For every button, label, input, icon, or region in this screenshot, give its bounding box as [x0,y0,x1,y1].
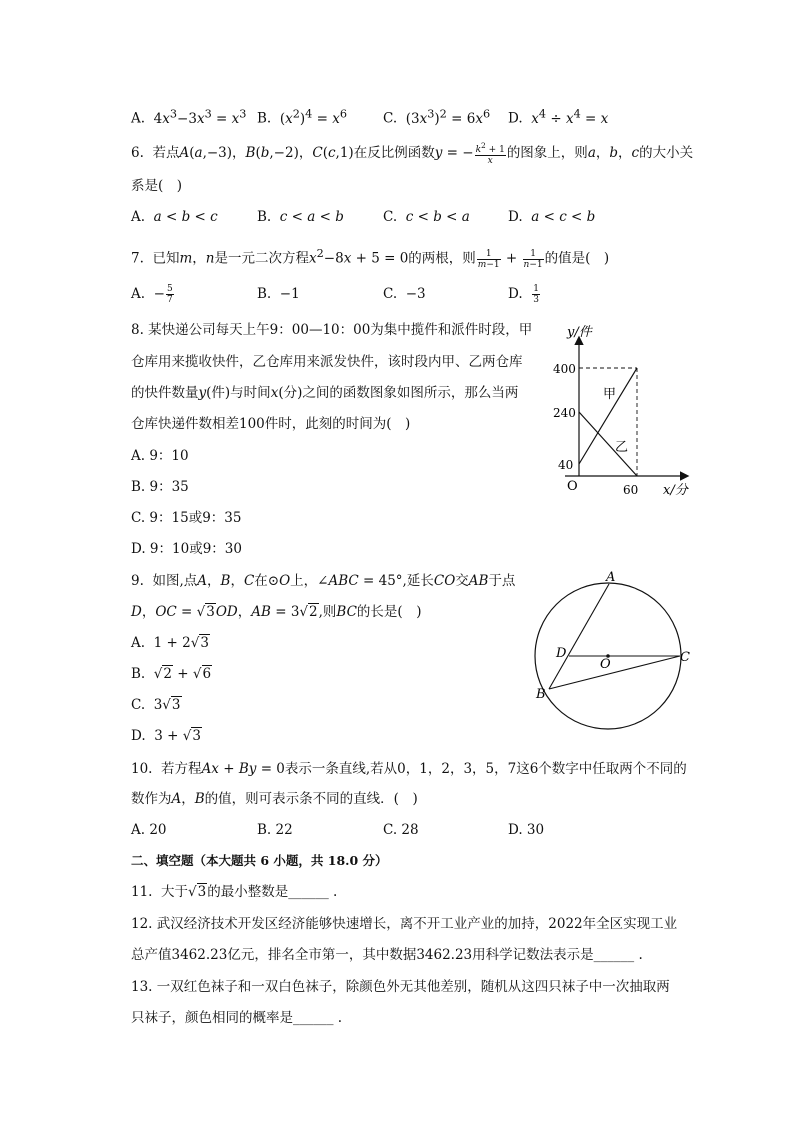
q8-function-graph [545,318,705,503]
q7-option-d: D. $\frac{1}{3}$ [508,284,539,305]
graph-origin: O [567,479,578,494]
q8-stem-line4: 仓库快递件数相差100件时，此刻的时间为( ) [131,416,411,432]
q5-option-a: A. $4x^3-3x^3 = x^3$ [131,107,247,127]
graph-tick-60: 60 [623,483,639,497]
q7-stem: 7. 已知m，n是一元二次方程$x^2-8x + 5 = 0$的两根，则 $\frac{1}{m-1}$ + $\frac{1}{n-1}$ 的值是( ) [131,247,610,270]
q8-option-c: C. 9：15或9：35 [131,510,242,526]
line-yi [579,412,637,476]
graph-label-yi: 乙 [615,440,629,455]
q5-option-d: D. $x^4 \div x^4 = x$ [508,107,609,127]
q6-option-c: C. c < b < a [383,209,470,225]
q8-option-a: A. 9：10 [131,448,189,464]
graph-tick-400: 400 [553,362,576,376]
segment-ab [549,584,609,689]
q10-stem-line1: 10. 若方程Ax + By = 0表示一条直线,若从0，1，2，3，5，7这6个数字中任取两个不同的 [131,761,687,777]
graph-tick-40: 40 [558,458,574,472]
point-a-label: A [606,570,616,585]
q8-option-b: B. 9：35 [131,479,189,495]
q11-stem: 11. 大于√3的最小整数是______ . [131,884,338,900]
q6-option-a: A. a < b < c [131,209,218,225]
point-c-label: C [680,650,690,665]
q8-stem-line1: 8. 某快递公司每天上午9：00—10：00为集中揽件和派件时段，甲 [131,322,533,338]
q6-stem-line1: 6. 若点A(a,−3)，B(b,−2)，C(c,1)在反比例函数y = − $\frac{k^2 + 1}{x}$ 的图象上，则a，b，c的大小关 [131,141,694,166]
q10-option-c: C. 28 [383,822,419,838]
q6-stem-line2: 系是( ) [131,178,183,194]
q7-option-a: A. − $\frac{5}{7}$ [131,284,173,305]
q6-option-b: B. c < a < b [257,209,344,225]
q8-stem-line3: 的快件数量y(件)与时间x(分)之间的函数图象如图所示，那么当两 [131,385,519,401]
point-d-label: D [556,646,567,661]
q5-option-c: C. $(3x^3)^2 = 6x^6$ [383,107,491,127]
q10-stem-line2: 数作为A，B的值，则可表示条不同的直线．( ) [131,791,418,807]
point-b-label: B [536,687,546,702]
q9-option-a: A. 1 + 2√3 [131,635,209,651]
point-o-label: O [600,657,611,672]
q7-option-c: C. −3 [383,286,426,302]
graph-tick-240: 240 [553,406,576,420]
q10-option-b: B. 22 [257,822,293,838]
q5-option-b: B. $(x^2)^4 = x^6$ [257,107,348,127]
section2-title: 二、填空题（本大题共 6 小题，共 18.0 分） [131,853,388,868]
q12-stem-line1: 12. 武汉经济技术开发区经济能够快速增长，离不开工业产业的加持，2022年全区实现工业 [131,916,678,932]
graph-y-label: y/件 [567,325,592,340]
q9-option-d: D. 3 + √3 [131,728,201,744]
q9-option-b: B. √2 + √6 [131,666,212,682]
q8-option-d: D. 9：10或9：30 [131,541,242,557]
q8-stem-line2: 仓库用来揽收快件，乙仓库用来派发快件，该时段内甲、乙两仓库 [131,354,523,370]
q9-option-c: C. 3√3 [131,697,181,713]
q12-stem-line2: 总产值3462.23亿元，排名全市第一，其中数据3462.23用科学记数法表示是______ . [131,947,643,963]
q13-stem-line1: 13. 一双红色袜子和一双白色袜子，除颜色外无其他差别，随机从这四只袜子中一次抽取两 [131,979,670,995]
q7-option-b: B. −1 [257,286,300,302]
graph-x-label: x/分 [663,483,688,498]
q10-option-d: D. 30 [508,822,545,838]
q6-option-d: D. a < c < b [508,209,596,225]
q13-stem-line2: 只袜子，颜色相同的概率是______ . [131,1010,343,1026]
q9-stem-line1: 9. 如图,点A，B，C在⊙O上，∠ABC = 45°,延长CO交AB于点 [131,573,516,589]
q9-circle-figure [528,568,708,738]
q9-stem-line2: D，OC = √3OD，AB = 3√2,则BC的长是( ) [131,604,422,620]
line-jia [579,368,637,464]
segment-bc [549,656,680,689]
graph-label-jia: 甲 [603,387,617,402]
q10-option-a: A. 20 [131,822,167,838]
